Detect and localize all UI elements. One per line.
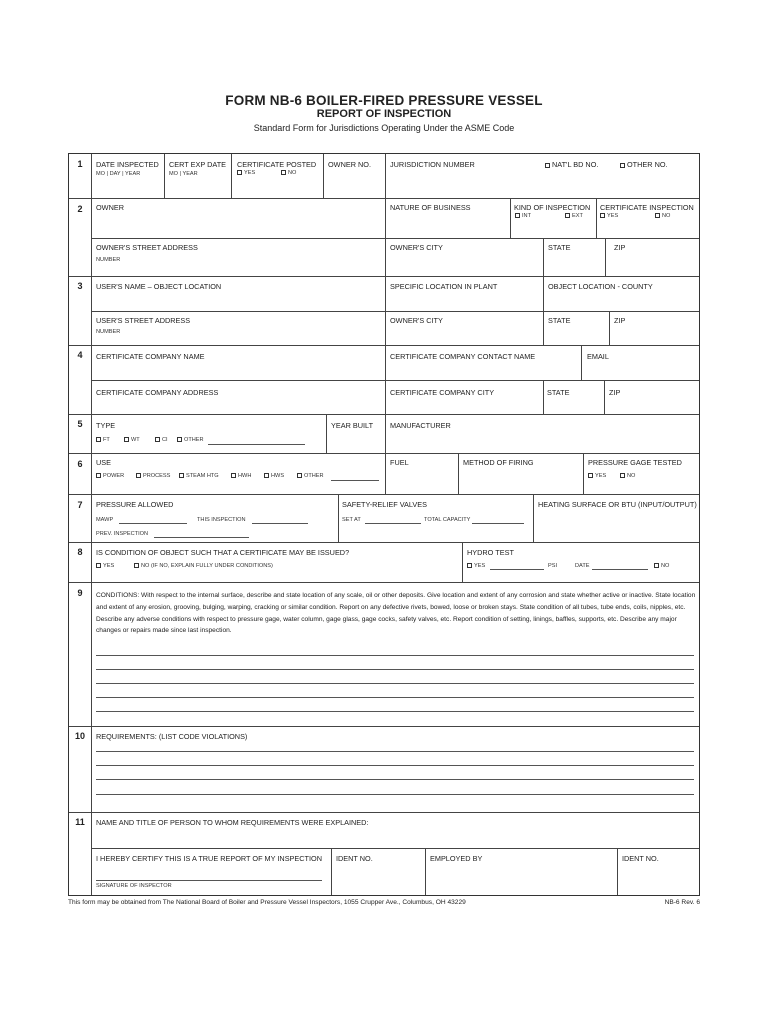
checkbox-icon[interactable] <box>179 473 184 478</box>
row-number-2: 2 <box>77 204 83 214</box>
employed-by-label: EMPLOYED BY <box>430 854 483 863</box>
conditions-line-1[interactable] <box>96 655 694 656</box>
object-location-county-label: OBJECT LOCATION - COUNTY <box>548 282 653 291</box>
prev-inspection-blank[interactable] <box>154 537 249 538</box>
row-number-3: 3 <box>77 281 83 291</box>
inspection-form <box>68 153 700 896</box>
certificate-question-label: IS CONDITION OF OBJECT SUCH THAT A CERTIFICATE MAY BE ISSUED? <box>96 548 350 557</box>
owner-address-number-label: NUMBER <box>96 257 121 263</box>
checkbox-icon[interactable] <box>515 213 520 218</box>
certificate-company-contact-label: CERTIFICATE COMPANY CONTACT NAME <box>390 352 536 361</box>
pressure-gage-tested-label: PRESSURE GAGE TESTED <box>588 458 682 467</box>
checkbox-icon[interactable] <box>281 170 286 175</box>
type-ci-option[interactable]: CI <box>155 437 168 443</box>
checkbox-icon[interactable] <box>297 473 302 478</box>
use-label: USE <box>96 458 112 467</box>
fuel-label: FUEL <box>390 458 409 467</box>
year-built-label: YEAR BUILT <box>331 421 374 430</box>
use-power-option[interactable]: POWER <box>96 473 124 479</box>
form-subtitle: REPORT OF INSPECTION <box>316 108 452 120</box>
set-at-blank[interactable] <box>365 523 421 524</box>
manufacturer-label: MANUFACTURER <box>390 421 451 430</box>
checkbox-icon[interactable] <box>620 473 625 478</box>
requirements-line-2[interactable] <box>96 765 694 766</box>
conditions-line-2[interactable] <box>96 669 694 670</box>
users-name-label: USER'S NAME – OBJECT LOCATION <box>96 282 222 291</box>
checkbox-icon[interactable] <box>565 213 570 218</box>
certificate-company-name-label: CERTIFICATE COMPANY NAME <box>96 352 205 361</box>
footer-revision: NB-6 Rev. 6 <box>664 899 700 906</box>
psi-label: PSI <box>548 563 558 569</box>
type-label: TYPE <box>96 421 116 430</box>
gage-tested-no-option[interactable]: NO <box>620 473 635 479</box>
conditions-line-4[interactable] <box>96 697 694 698</box>
checkbox-icon[interactable] <box>545 163 550 168</box>
ident-no-second-label: IDENT NO. <box>622 854 659 863</box>
certificate-issue-yes-option[interactable]: YES <box>96 563 114 569</box>
safety-relief-valves-label: SAFETY-RELIEF VALVES <box>342 500 428 509</box>
use-hwh-option[interactable]: HWH <box>231 473 251 479</box>
ident-no-label: IDENT NO. <box>336 854 373 863</box>
owner-no-label: OWNER NO. <box>328 160 371 169</box>
use-other-blank[interactable] <box>331 480 379 481</box>
user-owners-city-label: OWNER'S CITY <box>390 316 443 325</box>
user-zip-label: ZIP <box>614 316 626 325</box>
other-no-option[interactable]: OTHER NO. <box>620 160 668 169</box>
owner-zip-label: ZIP <box>614 243 626 252</box>
row-number-8: 8 <box>77 547 83 557</box>
certificate-inspection-no-option[interactable]: NO <box>655 213 670 219</box>
total-capacity-label: TOTAL CAPACITY <box>424 517 471 523</box>
owners-city-label: OWNER'S CITY <box>390 243 443 252</box>
conditions-line-5[interactable] <box>96 711 694 712</box>
checkbox-icon[interactable] <box>136 473 141 478</box>
hydro-date-blank[interactable] <box>592 569 648 570</box>
email-label: EMAIL <box>587 352 609 361</box>
row-number-4: 4 <box>77 350 83 360</box>
certificate-posted-label: CERTIFICATE POSTED <box>237 160 317 169</box>
checkbox-icon[interactable] <box>600 213 605 218</box>
certificate-issue-no-option[interactable]: NO (IF NO, EXPLAIN FULLY UNDER CONDITIONS) <box>134 563 273 569</box>
checkbox-icon[interactable] <box>231 473 236 478</box>
certificate-inspection-yes-option[interactable]: YES <box>600 213 618 219</box>
form-title: FORM NB-6 BOILER-FIRED PRESSURE VESSEL <box>225 93 543 108</box>
users-street-address-label: USER'S STREET ADDRESS <box>96 316 191 325</box>
checkbox-icon[interactable] <box>124 437 129 442</box>
owner-label: OWNER <box>96 203 124 212</box>
checkbox-icon[interactable] <box>620 163 625 168</box>
row-number-11: 11 <box>75 817 85 827</box>
certificate-inspection-label: CERTIFICATE INSPECTION <box>600 203 694 212</box>
checkbox-icon[interactable] <box>177 437 182 442</box>
checkbox-icon[interactable] <box>134 563 139 568</box>
natl-bd-no-option[interactable]: NAT'L BD NO. <box>545 160 598 169</box>
checkbox-icon[interactable] <box>96 473 101 478</box>
prev-inspection-label: PREV. INSPECTION <box>96 531 149 537</box>
pressure-allowed-label: PRESSURE ALLOWED <box>96 500 174 509</box>
cert-exp-date-format: MO | YEAR <box>169 171 198 177</box>
certify-statement: I HEREBY CERTIFY THIS IS A TRUE REPORT OF MY INSPECTION <box>96 854 322 863</box>
certificate-posted-yes-option[interactable]: YES <box>237 170 255 176</box>
gage-tested-yes-option[interactable]: YES <box>588 473 606 479</box>
row-number-5: 5 <box>77 419 83 429</box>
mawp-blank[interactable] <box>119 523 187 524</box>
signature-line[interactable] <box>96 880 322 881</box>
checkbox-icon[interactable] <box>96 437 101 442</box>
form-caption: Standard Form for Jurisdictions Operating Under the ASME Code <box>253 123 515 133</box>
set-at-label: SET AT <box>342 517 361 523</box>
specific-location-label: SPECIFIC LOCATION IN PLANT <box>390 282 498 291</box>
this-inspection-label: THIS INSPECTION <box>197 517 246 523</box>
hydro-test-label: HYDRO TEST <box>467 548 514 557</box>
owners-street-address-label: OWNER'S STREET ADDRESS <box>96 243 198 252</box>
company-zip-label: ZIP <box>609 388 621 397</box>
date-inspected-label: DATE INSPECTED <box>96 160 159 169</box>
mawp-label: MAWP <box>96 517 114 523</box>
row-number-10: 10 <box>74 731 85 741</box>
type-wt-option[interactable]: WT <box>124 437 140 443</box>
this-inspection-blank[interactable] <box>252 523 308 524</box>
row-number-1: 1 <box>77 159 83 169</box>
nature-of-business-label: NATURE OF BUSINESS <box>390 203 471 212</box>
cert-exp-date-label: CERT EXP DATE <box>169 160 227 169</box>
use-process-option[interactable]: PROCESS <box>136 473 170 479</box>
hydro-date-label: DATE <box>575 563 590 569</box>
checkbox-icon[interactable] <box>588 473 593 478</box>
conditions-line-3[interactable] <box>96 683 694 684</box>
method-of-firing-label: METHOD OF FIRING <box>463 458 534 467</box>
kind-of-inspection-label: KIND OF INSPECTION <box>514 203 591 212</box>
certificate-company-address-label: CERTIFICATE COMPANY ADDRESS <box>96 388 219 397</box>
inspection-ext-option[interactable]: EXT <box>565 213 583 219</box>
requirements-line-3[interactable] <box>96 779 694 780</box>
requirements-line-1[interactable] <box>96 751 694 752</box>
hydro-test-yes-option[interactable]: YES <box>467 563 485 569</box>
date-inspected-format: MO | DAY | YEAR <box>96 171 141 177</box>
hydro-psi-blank[interactable] <box>490 569 544 570</box>
row-number-9: 9 <box>77 588 83 598</box>
type-ft-option[interactable]: FT <box>96 437 110 443</box>
footer-source: This form may be obtained from The National Board of Boiler and Pressure Vessel Inspectors, 1055 Crupper Ave., Columbus, OH 43229 <box>68 899 466 906</box>
hydro-test-no-option[interactable]: NO <box>654 563 669 569</box>
owner-state-label: STATE <box>548 243 571 252</box>
total-capacity-blank[interactable] <box>472 523 524 524</box>
type-other-option[interactable]: OTHER <box>177 437 204 443</box>
checkbox-icon[interactable] <box>155 437 160 442</box>
conditions-instructions: CONDITIONS: With respect to the internal surface, describe and state location of any scale, oil or other deposits. Give location and extent of any corrosion and state whether active or inactive. State location and extent of any erosion, grooving, bulging, warping, cracking or similar condition. Report on any defective rivets, bowed, loose or broken stays. State condition of all tubes, tube ends, coils, nipples, etc. Describe any adverse conditions with respect to pressure gage, water column, gage glass, gage cocks, safety valves, etc. Report condition of setting, linings, baffles, supports, etc. Describe any major changes or repairs made since last inspection. <box>96 592 696 635</box>
checkbox-icon[interactable] <box>96 563 101 568</box>
row-number-6: 6 <box>77 459 83 469</box>
certificate-company-city-label: CERTIFICATE COMPANY CITY <box>390 388 495 397</box>
checkbox-icon[interactable] <box>467 563 472 568</box>
user-state-label: STATE <box>548 316 571 325</box>
checkbox-icon[interactable] <box>655 213 660 218</box>
inspection-int-option[interactable]: INT <box>515 213 531 219</box>
use-steam-htg-option[interactable]: STEAM HTG <box>179 473 219 479</box>
row-number-7: 7 <box>77 500 83 510</box>
checkbox-icon[interactable] <box>237 170 242 175</box>
requirements-label: REQUIREMENTS: (LIST CODE VIOLATIONS) <box>96 732 248 741</box>
use-other-option[interactable]: OTHER <box>297 473 324 479</box>
checkbox-icon[interactable] <box>654 563 659 568</box>
checkbox-icon[interactable] <box>264 473 269 478</box>
name-title-explained-label: NAME AND TITLE OF PERSON TO WHOM REQUIREMENTS WERE EXPLAINED: <box>96 818 369 827</box>
use-hws-option[interactable]: HWS <box>264 473 284 479</box>
company-state-label: STATE <box>547 388 570 397</box>
user-address-number-label: NUMBER <box>96 329 121 335</box>
jurisdiction-number-label: JURISDICTION NUMBER <box>390 160 475 169</box>
certificate-posted-no-option[interactable]: NO <box>281 170 296 176</box>
heating-surface-label: HEATING SURFACE OR BTU (INPUT/OUTPUT) <box>538 500 697 509</box>
requirements-line-4[interactable] <box>96 794 694 795</box>
signature-of-inspector-label: SIGNATURE OF INSPECTOR <box>96 883 172 889</box>
type-other-blank[interactable] <box>208 444 305 445</box>
